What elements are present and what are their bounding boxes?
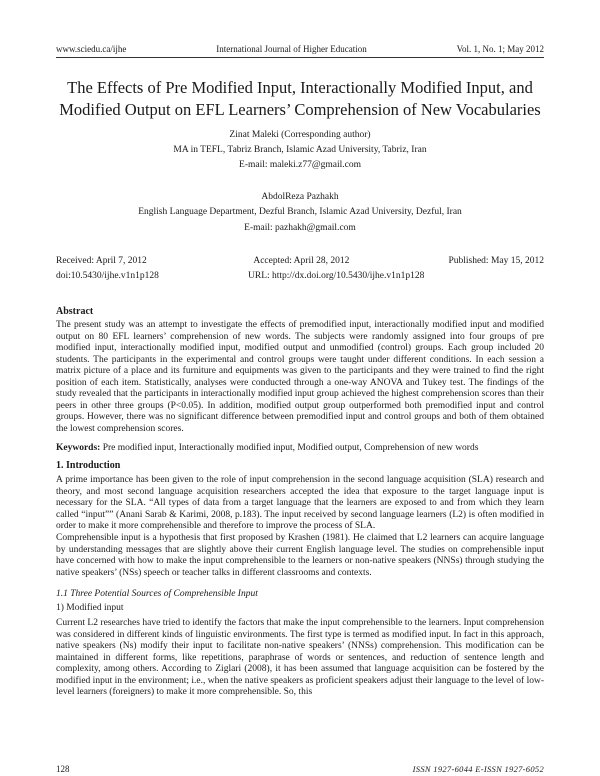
published-date: Published: May 15, 2012 bbox=[448, 256, 544, 266]
journal-name: International Journal of Higher Education bbox=[216, 44, 367, 54]
accepted-date: Accepted: April 28, 2012 bbox=[253, 256, 350, 266]
intro-paragraph-3: Current L2 researches have tried to identify the factors that make the input comprehensible to the learners. Input comprehension was considered in different kinds of linguistic environments. The first type is termed as modified input. In fact in this approach, native speakers (Ns) modify their input to facilitate non-native speakers’ (NNSs) comprehension. This modification can be maintained in different forms, like repetitions, paraphrase of words or sentences, and reduction of sentence length and complexity, among others. According to Ziglari (2008), it has been assumed that language acquisition can be fostered by the modified input in the environment; i.e., when the native speakers as proficient speakers adjust their language to the level of low-level learners (foreigners) to make it more comprehensible. So, this bbox=[56, 618, 544, 697]
author-1-affiliation: MA in TEFL, Tabriz Branch, Islamic Azad University, Tabriz, Iran bbox=[173, 145, 427, 155]
dates-row bbox=[56, 256, 544, 266]
keywords-text: Pre modified input, Interactionally modified input, Modified output, Comprehension of new words bbox=[102, 443, 479, 453]
doi[interactable]: doi:10.5430/ijhe.v1n1p128 bbox=[56, 271, 159, 281]
header-rule bbox=[56, 57, 544, 58]
keywords-line bbox=[56, 443, 544, 455]
author-2-affiliation: English Language Department, Dezful Branch, Islamic Azad University, Dezful, Iran bbox=[138, 207, 462, 217]
running-header bbox=[56, 44, 544, 54]
abstract-text: The present study was an attempt to investigate the effects of premodified input, interactionally modified input and modified output on 80 EFL learners’ comprehension of new words. The subjects were randomly assigned into four groups of pre modified input, interactionally modified input, modified output and unmodified (control) groups. Each group included 20 students. The participants in the experimental and control groups were taught under different conditions. In each session a matrix picture of a place and its furniture and equipments was given to the participants and they were trained to find the right position of each item. Statistically, analyses were conducted through a one-way ANOVA and Tukey test. The findings of the study revealed that the participants in interactionally modified input group achieved the highest comprehension scores than their peers in other three groups (P<0.05). In addition, modified output group outperformed both premodified input and control groups. However, there was no significant difference between premodified input and control groups and both of them obtained the lowest comprehension scores. bbox=[56, 320, 544, 434]
page-number: 128 bbox=[56, 764, 70, 774]
intro-heading: 1. Introduction bbox=[56, 460, 121, 471]
received-date: Received: April 7, 2012 bbox=[56, 256, 147, 266]
journal-url[interactable]: www.sciedu.ca/ijhe bbox=[56, 44, 127, 54]
abstract-heading: Abstract bbox=[56, 306, 94, 317]
author-2-name: AbdolReza Pazhakh bbox=[261, 192, 339, 202]
keywords-label: Keywords: bbox=[56, 443, 101, 453]
issue-info: Vol. 1, No. 1; May 2012 bbox=[456, 44, 544, 54]
paper-title: The Effects of Pre Modified Input, Interactionally Modified Input, and Modified Output on EFL Learners’ Comprehension of New Vocabularies bbox=[59, 78, 541, 119]
intro-paragraph-2: Comprehensible input is a hypothesis that first proposed by Krashen (1981). He claimed that L2 learners can acquire language by understanding messages that are slightly above their current English language level. The studies on comprehensible input have concerned with how to make the input comprehensible to the learners or non-native speakers (NNSs) through studying the native speakers’ (NSs) speech or teacher talks in different classrooms and contexts. bbox=[56, 533, 544, 578]
article-url[interactable]: URL: http://dx.doi.org/10.5430/ijhe.v1n1p128 bbox=[248, 271, 425, 281]
intro-paragraph-1: A prime importance has been given to the role of input comprehension in the second language acquisition (SLA) research and theory, and most second language acquisition researchers accepted the idea that exposure to the target language input is necessary for the SLA. “All types of data from a target language that the learners are exposed to and from which they learn called “input”” (Anani Sarab & Karimi, 2008, p.183). The input received by second language learners (L2) is often modified in order to make it more comprehensible and therefore to improve the process of SLA. bbox=[56, 475, 544, 531]
author-1-name: Zinat Maleki (Corresponding author) bbox=[229, 130, 371, 140]
subsection-heading: 1.1 Three Potential Sources of Comprehensible Input bbox=[56, 589, 258, 599]
author-2-email[interactable]: E-mail: pazhakh@gmail.com bbox=[244, 223, 356, 233]
list-item-modified-input: 1) Modified input bbox=[56, 603, 124, 613]
doi-row bbox=[56, 271, 544, 281]
author-1-email[interactable]: E-mail: maleki.z77@gmail.com bbox=[239, 160, 361, 170]
issn-info: ISSN 1927-6044 E-ISSN 1927-6052 bbox=[412, 764, 544, 774]
